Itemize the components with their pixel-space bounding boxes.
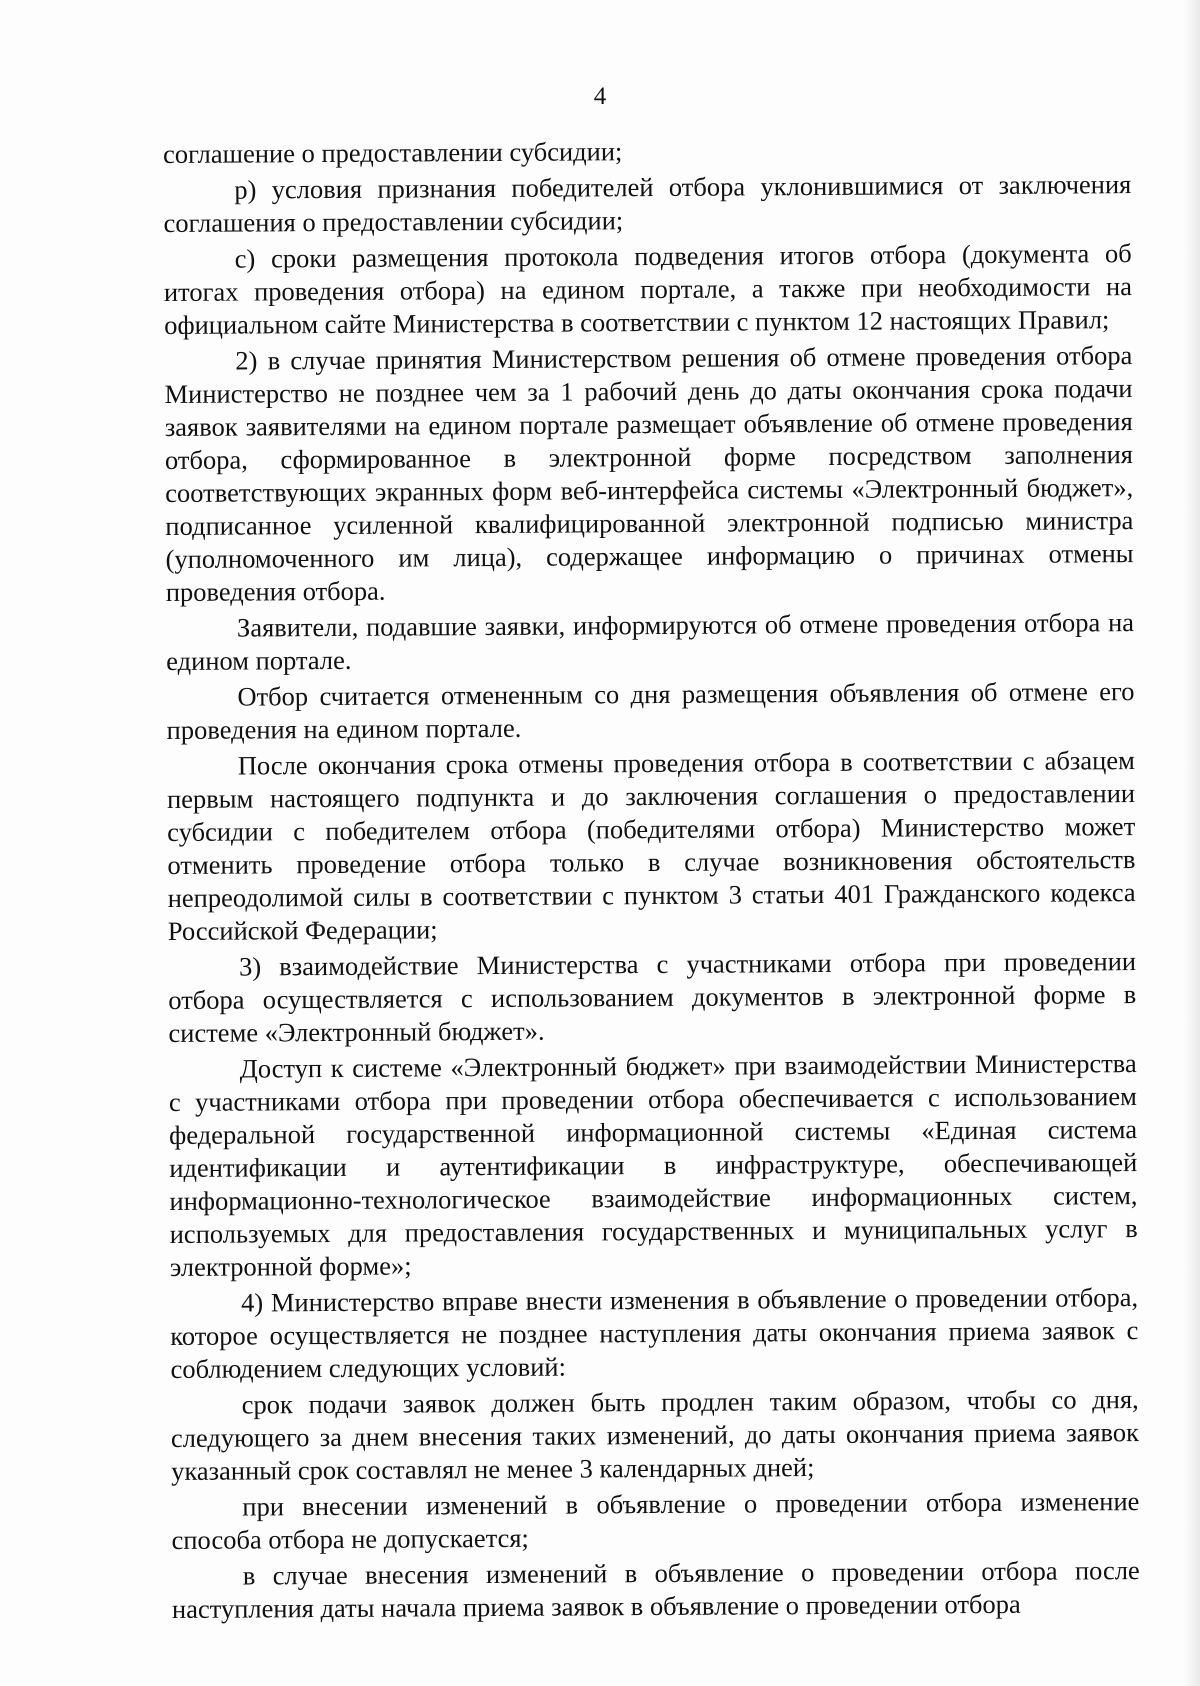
paragraph-1: соглашение о предоставлении субсидии; (163, 136, 623, 169)
document-body (163, 132, 1140, 1629)
paragraph-7: После окончания срока отмены проведения отбора в соответствии с абзацем первым настоящего подпункта и до заключения соглашения о предоставлении субсидии с победителем отбора (победителями отбора) Министерство может отменить проведение отбора только в случае возникновения обстоятельств непреодолимой силы в соответствии с пунктом 3 статьи 401 Гражданского кодекса Российской Федерации; (166, 745, 1136, 946)
paragraph-3: с) сроки размещения протокола подведения итогов отбора (документа об итогах проведения отбора) на едином портале, а также при необходимости на официальном сайте Министерства в соответствии с пунктом 12 настоящих Правил; (163, 238, 1133, 340)
paragraph-12: при внесении изменений в объявление о проведении отбора изменение способа отбора не допускается; (171, 1486, 1140, 1555)
page-number: 4 (593, 83, 607, 110)
paragraph-10: 4) Министерство вправе внести изменения в объявление о проведении отбора, которое осуществляется не позднее наступления даты окончания приема заявок с соблюдением следующих условий: (170, 1282, 1139, 1384)
paragraph-13: в случае внесения изменений в объявление о проведении отбора после наступления даты начала приема заявок в объявление о проведении отбора (171, 1555, 1140, 1624)
paragraph-8: 3) взаимодействие Министерства с участниками отбора при проведении отбора осуществляется с использованием документов в электронной форме в системе «Электронный бюджет». (168, 946, 1137, 1048)
paragraph-6: Отбор считается отмененным со дня размещения объявления об отмене его проведения на едином портале. (166, 676, 1135, 745)
paragraph-5: Заявители, подавшие заявки, информируются об отмене проведения отбора на едином портале. (166, 607, 1135, 676)
paragraph-2: р) условия признания победителей отбора уклонившимися от заключения соглашения о предоставлении субсидии; (163, 169, 1132, 238)
paragraph-9: Доступ к системе «Электронный бюджет» при взаимодействии Министерства с участниками отбора при проведении отбора обеспечивается с использованием федеральной государственной информационной системы «Единая система идентификации и аутентификации в инфраструктуре, обеспечивающей информационно-технологическое взаимодействие информационных систем, используемых для предоставления государственных и муниципальных услуг в электронной форме»; (168, 1048, 1138, 1282)
paragraph-4: 2) в случае принятия Министерством решения об отмене проведения отбора Министерство не позднее чем за 1 рабочий день до даты окончания срока подачи заявок заявителями на едином портале размещает объявление об отмене проведения отбора, сформированное в электронной форме посредством заполнения соответствующих экранных форм веб-интерфейса системы «Электронный бюджет», подписанное усиленной квалифицированной электронной подписью министра (уполномоченного им лица), содержащее информацию о причинах отмены проведения отбора. (164, 340, 1134, 607)
scan-edge-shadow (1182, 0, 1200, 1686)
paragraph-11: срок подачи заявок должен быть продлен таким образом, чтобы со дня, следующего за днем внесения таких изменений, до даты окончания приема заявок указанный срок составлял не менее 3 календарных дней; (170, 1384, 1140, 1486)
